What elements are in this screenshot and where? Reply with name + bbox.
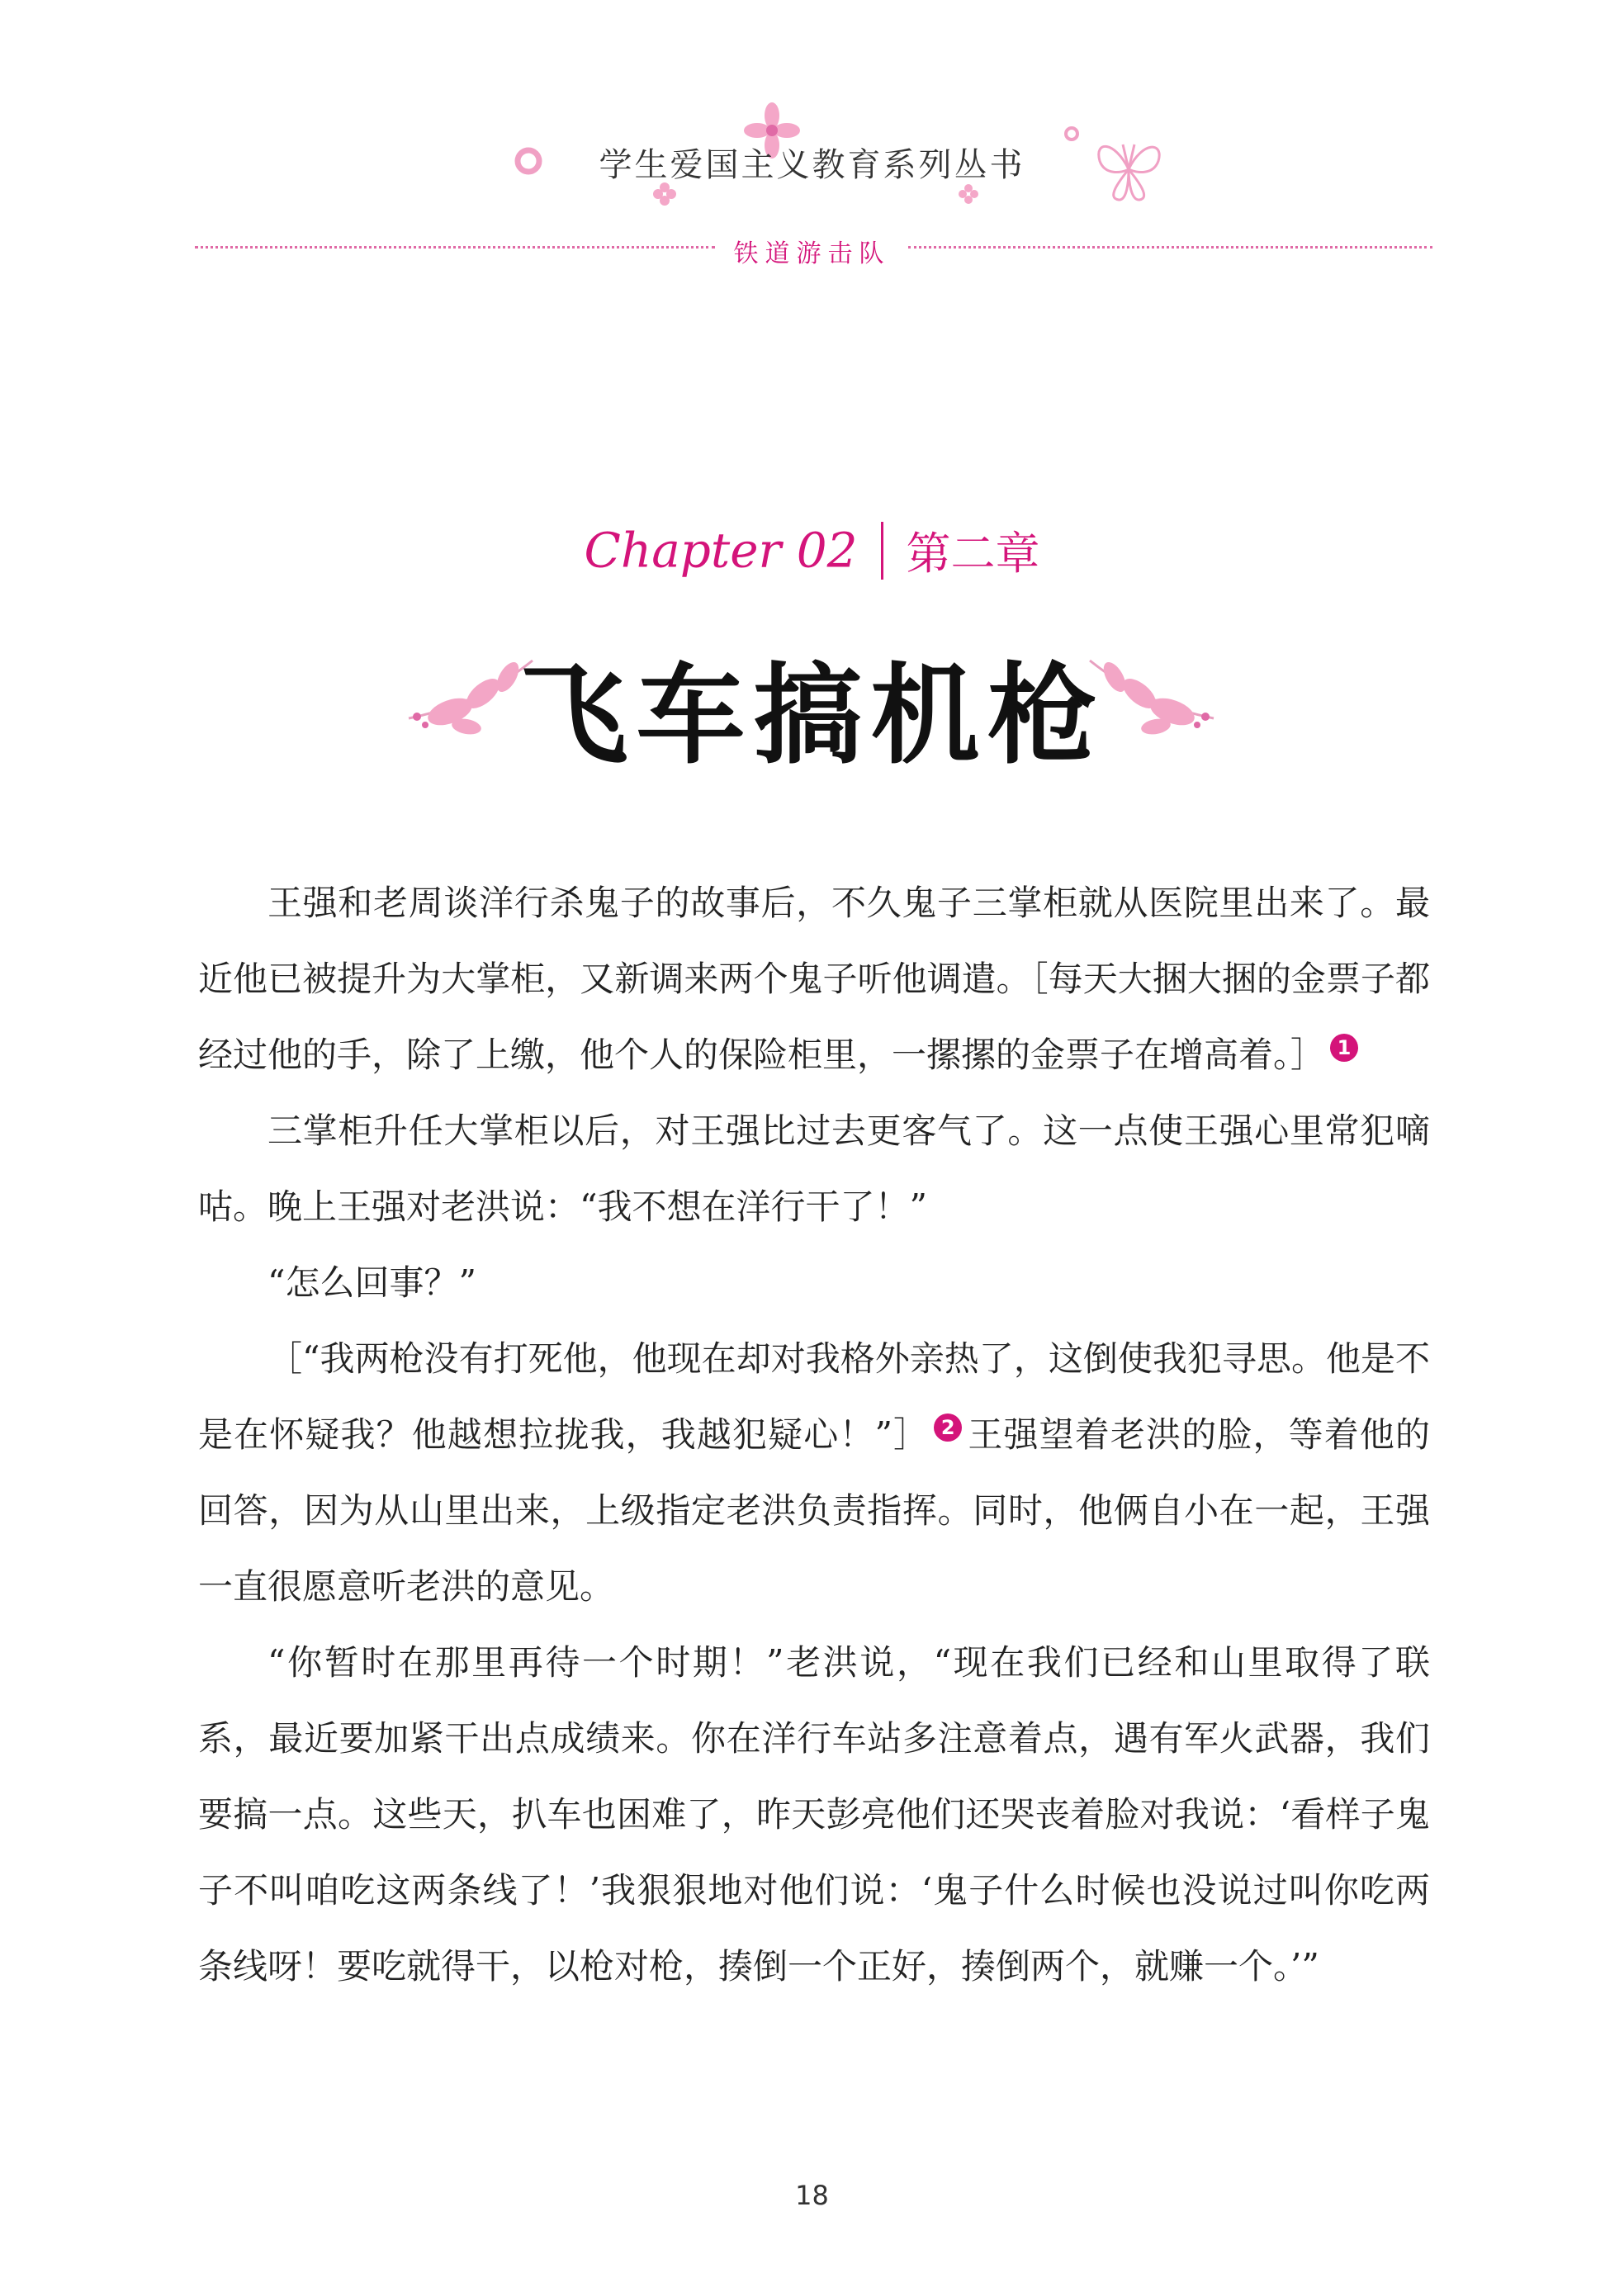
paragraph [198,1321,1430,1625]
paragraph: “你暂时在那里再待一个时期！”老洪说，“现在我们已经和山里取得了联系，最近要加紧干出点成绩来。你在洋行车站多注意着点，遇有军火武器，我们要搞一点。这些天，扒车也困难了，昨天彭亮他们还哭丧着脸对我说：‘看样子鬼子不叫咱吃这两条线了！’我狠狠地对他们说：‘鬼子什么时候也没说过叫你吃两条线呀！要吃就得干，以枪对枪，揍倒一个正好，揍倒两个，就赚一个。’” [198,1642,1430,1987]
chapter-label [0,519,1624,582]
series-title: 学生爱国主义教育系列丛书 [599,146,1025,184]
chapter-title: 飞车搞机枪 [518,651,1106,779]
annotation-marker: 1 [1330,1034,1358,1062]
paragraph: 三掌柜升任大掌柜以后，对王强比过去更客气了。这一点使王强心里常犯嘀咕。晚上王强对老洪说：“我不想在洋行干了！” [198,1110,1430,1227]
book-title: 铁道游击队 [733,239,891,268]
paragraph: “怎么回事？” [268,1262,476,1303]
paragraph-text: ［“我两枪没有打死他，他现在却对我格外亲热了，这倒使我犯寻思。他是不是在怀疑我？他越想拉拢我，我越犯疑心！”］ [198,1338,1430,1455]
paragraph-text: 王强和老周谈洋行杀鬼子的故事后，不久鬼子三掌柜就从医院里出来了。最近他已被提升为大掌柜，又新调来两个鬼子听他调遣。［每天大捆大捆的金票子都经过他的手，除了上缴，他个人的保险柜里，一摞摞的金票子在增高着。］ [198,883,1430,1075]
page-number: 18 [795,2180,829,2211]
paragraph [198,865,1430,1093]
annotation-marker: 2 [934,1414,962,1442]
chapter-separator [881,522,883,580]
header-divider-right [908,246,1432,249]
paragraph-text: 王强望着老洪的脸，等着他的回答，因为从山里出来，上级指定老洪负责指挥。同时，他俩自小在一起，王强一直很愿意听老洪的意见。 [198,1414,1430,1607]
small-flower-right-icon [958,183,979,205]
chapter-label-en: Chapter 02 [584,522,858,579]
body-text [198,865,1430,2005]
chapter-label-cn: 第二章 [906,528,1040,580]
